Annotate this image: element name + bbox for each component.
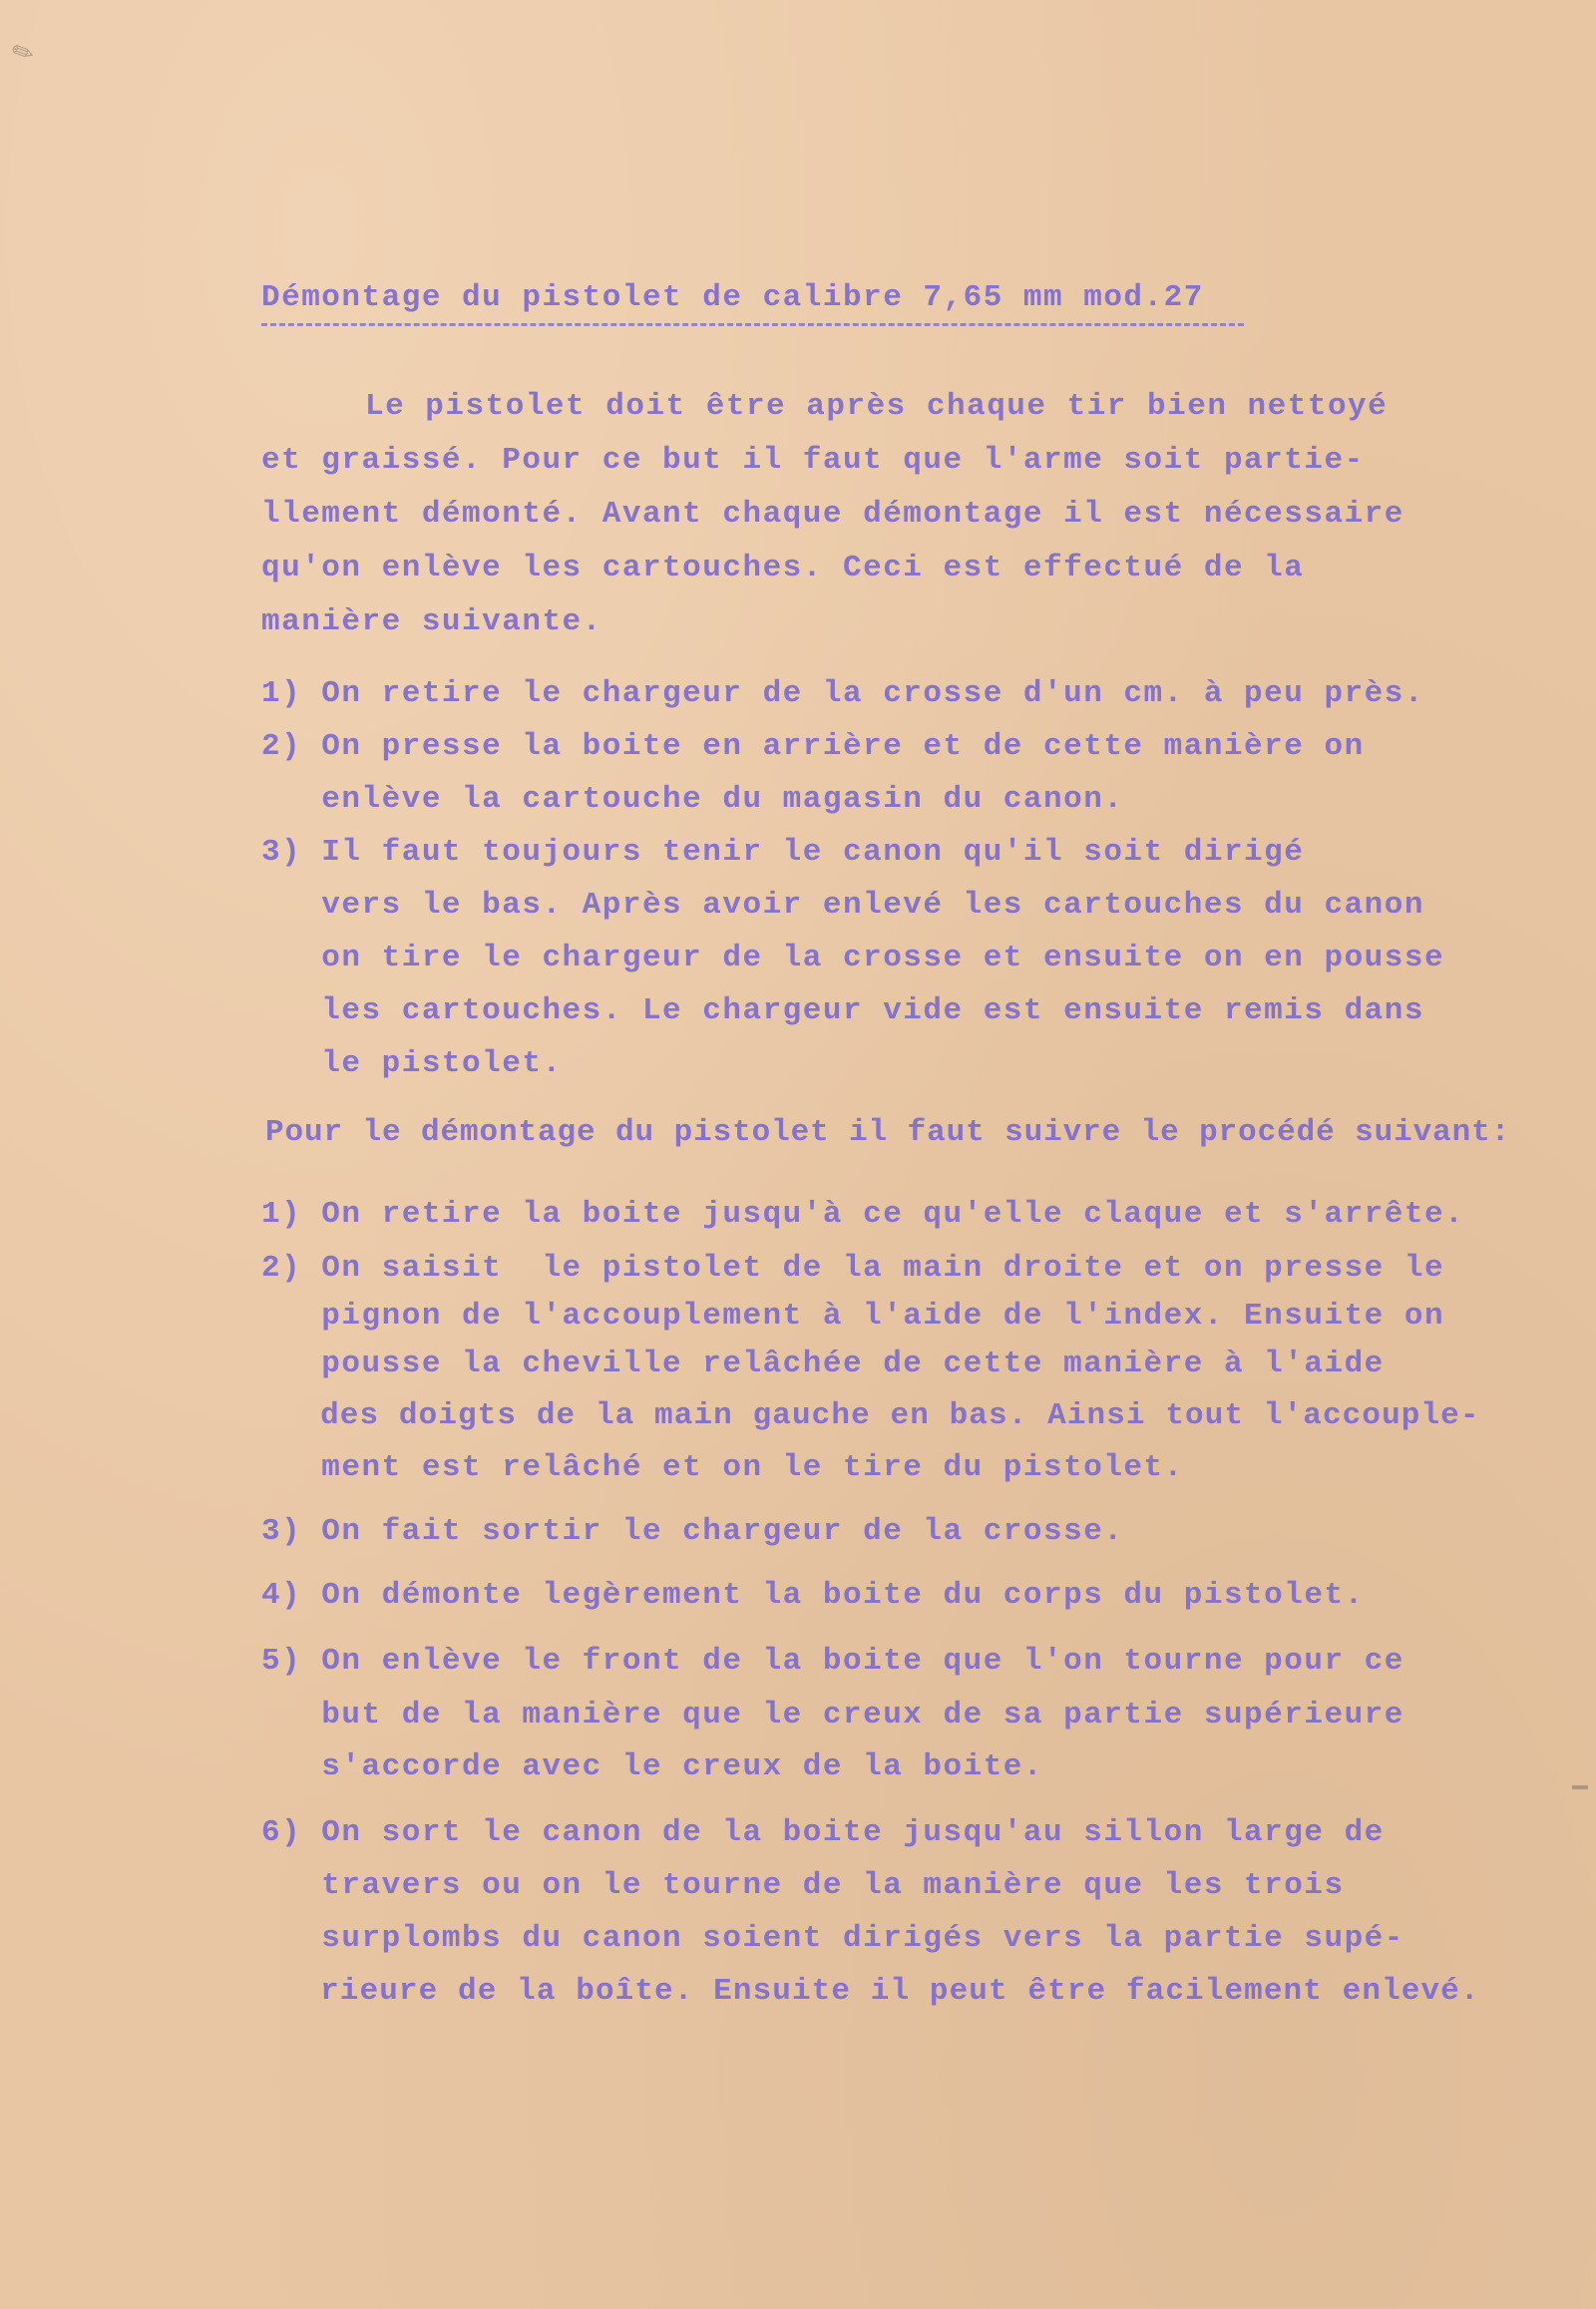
list1-line-4: 3) Il faut toujours tenir le canon qu'il soit dirigé [261, 835, 1305, 870]
list2-line-1: 1) On retire la boite jusqu'à ce qu'elle claque et s'arrête. [261, 1197, 1465, 1232]
list2-line-7: 3) On fait sortir le chargeur de la crosse. [261, 1514, 1124, 1549]
intro-line-3: llement démonté. Avant chaque démontage il est nécessaire [261, 497, 1404, 532]
edge-mark [1572, 1785, 1588, 1789]
list1-line-8: le pistolet. [261, 1046, 563, 1081]
list2-line-10: but de la manière que le creux de sa partie supérieure [261, 1698, 1404, 1732]
list1-line-7: les cartouches. Le chargeur vide est ensuite remis dans [261, 993, 1424, 1028]
title-underline [261, 323, 1244, 326]
list2-line-2: 2) On saisit le pistolet de la main droite et on presse le [261, 1251, 1445, 1286]
list2-line-3: pignon de l'accouplement à l'aide de l'index. Ensuite on [261, 1299, 1445, 1334]
list2-line-14: surplombs du canon soient dirigés vers la partie supé- [261, 1921, 1404, 1956]
intro-line-2: et graissé. Pour ce but il faut que l'arme soit partie- [261, 443, 1365, 478]
list2-line-12: 6) On sort le canon de la boite jusqu'au sillon large de [261, 1815, 1385, 1850]
list1-line-2: 2) On presse la boite en arrière et de cette manière on [261, 729, 1365, 764]
document-title: Démontage du pistolet de calibre 7,65 mm mod.27 [261, 280, 1204, 315]
list1-line-3: enlève la cartouche du magasin du canon. [261, 782, 1124, 817]
list2-line-6: ment est relâché et on le tire du pistolet. [261, 1450, 1184, 1485]
list1-line-5: vers le bas. Après avoir enlevé les cartouches du canon [261, 888, 1424, 923]
intro-line-1: Le pistolet doit être après chaque tir bien nettoyé [365, 389, 1389, 424]
list2-line-4: pousse la cheville relâchée de cette manière à l'aide [261, 1347, 1385, 1381]
list2-line-11: s'accorde avec le creux de la boite. [261, 1749, 1044, 1784]
section2-heading: Pour le démontage du pistolet il faut suivre le procédé suivant: [265, 1115, 1511, 1150]
list1-line-6: on tire le chargeur de la crosse et ensuite on en pousse [261, 941, 1445, 975]
list1-line-1: 1) On retire le chargeur de la crosse d'un cm. à peu près. [261, 676, 1424, 711]
list2-line-8: 4) On démonte legèrement la boite du corps du pistolet. [261, 1578, 1365, 1613]
intro-line-4: qu'on enlève les cartouches. Ceci est effectué de la [261, 551, 1305, 585]
list2-line-13: travers ou on le tourne de la manière que les trois [261, 1868, 1345, 1903]
list2-line-9: 5) On enlève le front de la boite que l'on tourne pour ce [261, 1644, 1404, 1679]
smudge-mark: ✎ [7, 35, 40, 72]
list2-line-15: rieure de la boîte. Ensuite il peut être facilement enlevé. [261, 1974, 1480, 2009]
list2-line-5: des doigts de la main gauche en bas. Ainsi tout l'accouple- [261, 1398, 1480, 1433]
intro-line-5: manière suivante. [261, 604, 602, 639]
